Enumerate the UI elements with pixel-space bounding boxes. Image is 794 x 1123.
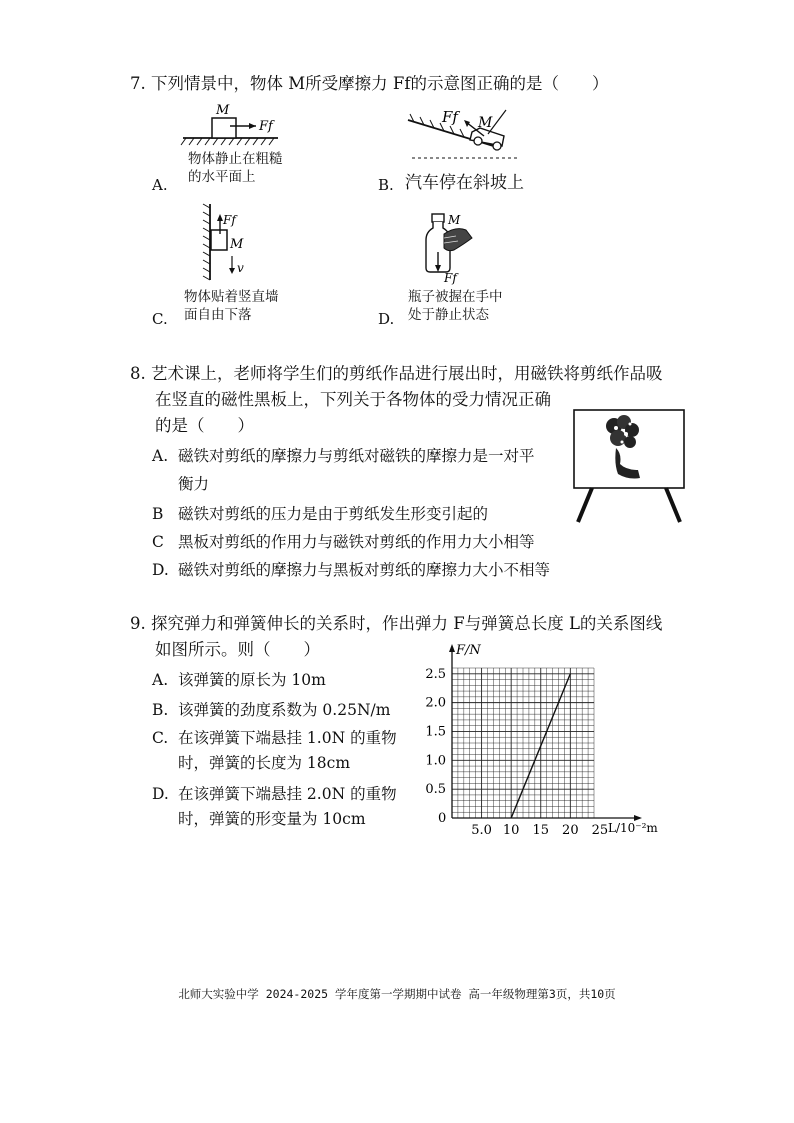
q7-caption-a: 物体静止在粗糙 的水平面上 [188,151,283,185]
y-axis-arrow [449,644,455,652]
fig-d-force-label: Ff [444,271,457,285]
q7-caption-c: 物体贴着竖直墙 面自由下落 [184,289,279,323]
fig-c-force-label: Ff [223,213,236,227]
y-tick-label: 1.5 [425,724,446,740]
q7-option-b-letter[interactable]: B. [378,176,394,194]
q9-option-d[interactable]: D. 在该弹簧下端悬挂 2.0N 的重物 [152,785,397,803]
y-tick-label: 0.5 [425,782,446,798]
fig-c-velocity-label: v [237,261,244,275]
q7-option-c-letter[interactable]: C. [152,310,168,328]
q8-stem-line1: 8. 艺术课上，老师将学生们的剪纸作品进行展出时，用磁铁将剪纸作品吸 [130,364,663,383]
x-tick-label: 5.0 [471,823,492,838]
x-tick-label: 25 [591,823,609,838]
chart-origin-label: 0 [438,811,447,826]
x-tick-label: 15 [532,823,550,838]
q7-stem [130,70,608,98]
fig-d-mass-label: M [448,213,461,227]
q7-option-d-letter[interactable]: D. [378,310,395,328]
chart-grid [452,668,594,818]
q9-option-c-cont: 时，弹簧的长度为 18cm [178,754,351,772]
q8-stem-line2: 在竖直的磁性黑板上，下列关于各物体的受力情况正确 [155,390,551,409]
q7-figure-c [196,200,266,284]
fig-b-mass-label: M [478,115,493,131]
fig-b-force-label: Ff [442,108,458,126]
q9-option-b[interactable]: B. 该弹簧的劲度系数为 0.25N/m [152,701,391,719]
q7-number: 7. [130,74,146,93]
x-tick-label: 20 [562,823,579,838]
q9-stem-line1: 9. 探究弹力和弹簧伸长的关系时，作出弹力 F与弹簧总长度 L的关系图线 [130,614,663,633]
q8-option-b[interactable]: B 磁铁对剪纸的压力是由于剪纸发生形变引起的 [152,505,489,523]
q7-figure-b [400,100,530,166]
chart-ylabel: F/N [456,643,481,658]
fig-c-mass-label: M [230,237,244,252]
q8-option-d[interactable]: D. 磁铁对剪纸的摩擦力与黑板对剪纸的摩擦力大小不相等 [152,561,551,579]
q9-option-d-cont: 时，弹簧的形变量为 10cm [178,810,366,828]
q7-option-a-letter[interactable]: A. [152,176,168,194]
x-tick-label: 10 [502,823,520,838]
q9-option-c[interactable]: C. 在该弹簧下端悬挂 1.0N 的重物 [152,729,397,747]
q7-caption-d: 瓶子被握在手中 处于静止状态 [408,289,503,323]
q9-force-length-chart [418,640,668,840]
q8-number: 8. [130,364,146,383]
chart-xlabel: L/10⁻²m [608,821,658,835]
q8-blackboard-figure [570,408,690,524]
q8-option-c[interactable]: C 黑板对剪纸的作用力与磁铁对剪纸的作用力大小相等 [152,533,535,551]
hand-icon [444,229,472,251]
q8-option-a-cont: 衡力 [178,475,210,493]
q7-figure-d [420,210,490,286]
car-icon [470,128,504,150]
page-footer: 北师大实验中学 2024-2025 学年度第一学期期中试卷 高一年级物理第3页，共10页 [178,987,616,1001]
y-tick-label: 2.0 [425,695,446,711]
q7-caption-b: 汽车停在斜坡上 [405,173,524,193]
q9-stem-line2: 如图所示。则（ ） [155,640,320,659]
q7-text: 下列情景中，物体 M所受摩擦力 Ff的示意图正确的是（ ） [151,74,609,93]
y-tick-label: 1.0 [425,753,446,769]
q8-option-a[interactable]: A. 磁铁对剪纸的摩擦力与剪纸对磁铁的摩擦力是一对平 [152,447,535,465]
q9-option-a[interactable]: A. 该弹簧的原长为 10m [152,671,326,689]
fig-a-mass-label: M [216,103,230,118]
q7-figure-a [178,100,288,148]
fig-a-force-label: Ff [259,119,273,134]
q8-stem-line3: 的是（ ） [155,416,254,435]
q9-number: 9. [130,614,146,633]
y-tick-label: 2.5 [425,666,446,682]
